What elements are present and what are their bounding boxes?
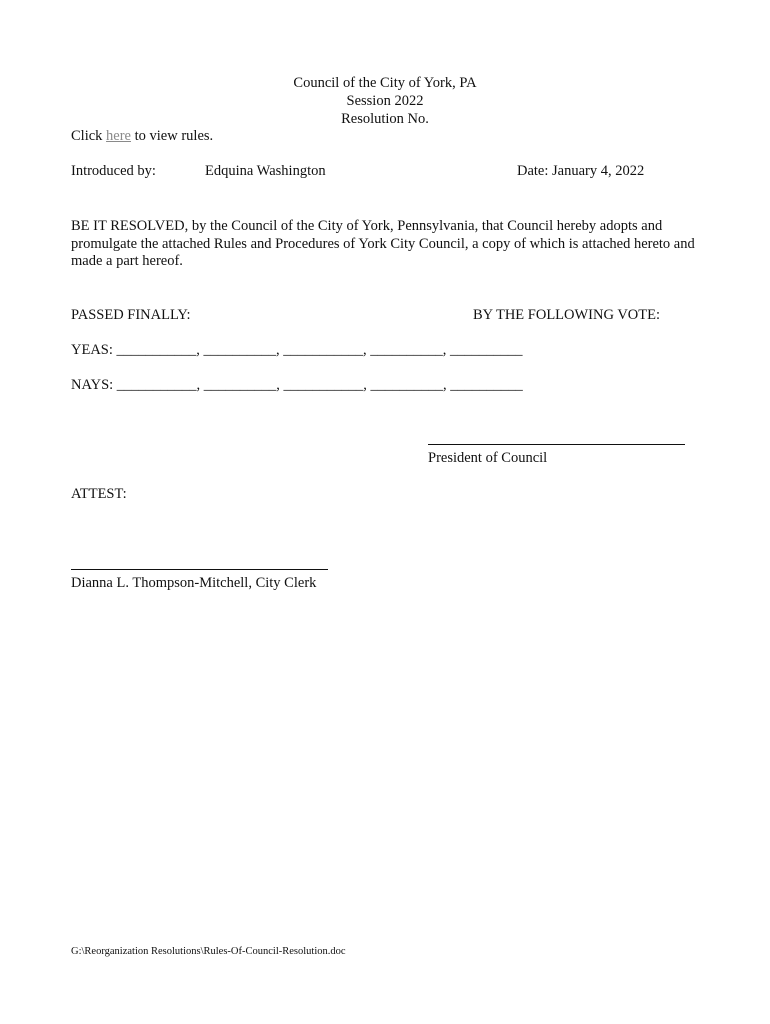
following-vote-label: BY THE FOLLOWING VOTE: [473, 307, 661, 323]
clerk-name: Dianna L. Thompson-Mitchell, City Clerk [71, 575, 317, 591]
passed-finally-label: PASSED FINALLY: [71, 307, 191, 323]
yeas-line: YEAS: ___________, __________, ___________, __________, __________ [71, 342, 523, 358]
rules-instruction [71, 128, 213, 145]
resolution-body: BE IT RESOLVED, by the Council of the City of York, Pennsylvania, that Council hereby adopts and promulgate the attached Rules and Procedures of York City Council, a copy of which is attached hereto and made a part hereof. [71, 218, 695, 269]
rules-prefix: Click [71, 128, 107, 144]
president-title: President of Council [428, 450, 548, 466]
introducer-name: Edquina Washington [205, 163, 326, 179]
introduced-by-label: Introduced by: [71, 163, 156, 179]
clerk-signature-line [71, 569, 328, 570]
attest-label: ATTEST: [71, 486, 127, 502]
session-title: Session 2022 [346, 93, 424, 109]
council-title: Council of the City of York, PA [293, 75, 477, 91]
document-header [0, 74, 770, 128]
resolution-date: Date: January 4, 2022 [517, 163, 645, 179]
resolution-number: Resolution No. [341, 111, 429, 127]
document-file-path: G:\Reorganization Resolutions\Rules-Of-Council-Resolution.doc [71, 946, 346, 957]
nays-line: NAYS: ___________, __________, ___________, __________, __________ [71, 377, 523, 393]
rules-link[interactable]: here [106, 128, 131, 144]
rules-suffix: to view rules. [131, 128, 214, 144]
president-signature-line [428, 444, 685, 445]
